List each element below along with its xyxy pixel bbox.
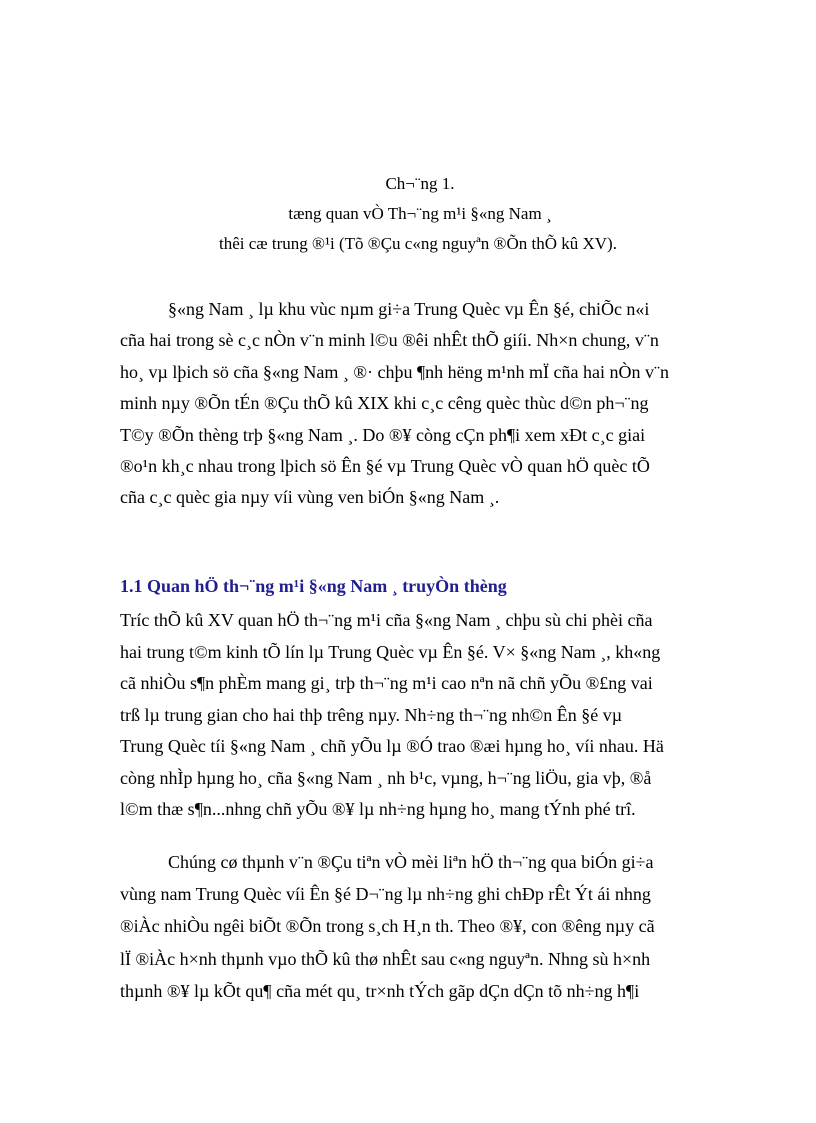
chapter-subtitle-2: [0, 233, 816, 255]
chapter-subtitle-1-text: tæng quan vÒ Th¬¨ng m¹i §«ng Nam ¸: [288, 204, 552, 223]
text-line: lÏ ®iÀc h×nh thµnh vµo thÕ kû thø nhÊt sau c«ng nguyªn. Nhng sù h×nh: [120, 949, 651, 969]
chapter-subtitle-1: [0, 203, 816, 225]
text-line: Chúng cø thµnh v¨n ®Çu tiªn vÒ mèi liªn hÖ th¬¨ng qua biÓn gi÷a: [168, 852, 654, 872]
section-heading: 1.1 Quan hÖ th¬¨ng m¹i §«ng Nam ¸ truyÒn thèng: [120, 576, 507, 596]
text-line: §«ng Nam ¸ lµ khu vùc nµm gi÷a Trung Quèc vµ Ên §é, chiÕc n«i: [168, 299, 650, 319]
text-line: T©y ®Õn thèng trþ §«ng Nam ¸. Do ®¥ còng cÇn ph¶i xem xÐt c¸c giai: [120, 425, 646, 445]
text-line: cña c¸c quèc gia nµy víi vùng ven biÓn §«ng Nam ¸.: [120, 487, 500, 507]
text-line: thµnh ®¥ lµ kÕt qu¶ cña mét qu¸ tr×nh tÝch gãp dÇn dÇn tõ nh÷ng h¶i: [120, 981, 640, 1001]
text-line: Trung Quèc tíi §«ng Nam ¸ chñ yÕu lµ ®Ó trao ®æi hµng ho¸ víi nhau. Hä: [120, 736, 664, 756]
text-line: còng nhÌp hµng ho¸ cña §«ng Nam ¸ nh b¹c, vµng, h¬¨ng liÖu, gia vþ, ®å: [120, 768, 652, 788]
text-line: vùng nam Trung Quèc víi Ên §é D¬¨ng lµ nh÷ng ghi chÐp rÊt Ýt ái nhng: [120, 884, 651, 904]
text-line: ®iÀc nhiÒu ngêi biÕt ®Õn trong s¸ch H¸n th. Theo ®¥, con ®êng nµy cã: [120, 916, 655, 936]
text-line: l©m thæ s¶n...nhng chñ yÕu ®¥ lµ nh÷ng hµng ho¸ mang tÝnh phé trî.: [120, 799, 636, 819]
chapter-subtitle-2-text: thêi cæ trung ®¹i (Tõ ®Çu c«ng nguyªn ®Õn thÕ kû XV).: [219, 234, 617, 253]
chapter-title-text: Ch¬¨ng 1.: [385, 174, 455, 193]
text-line: minh nµy ®Õn tÉn ®Çu thÕ kû XIX khi c¸c cêng quèc thùc d©n ph¬¨ng: [120, 393, 649, 413]
text-line: ho¸ vµ lþich sö cña §«ng Nam ¸ ®· chþu ¶nh hëng m¹nh mÏ cña hai nÒn v¨n: [120, 362, 669, 382]
text-line: cã nhiÒu s¶n phÈm mang gi¸ trþ th¬¨ng m¹i cao nªn nã chñ yÕu ®£ng vai: [120, 673, 653, 693]
text-line: trß lµ trung gian cho hai thþ trêng nµy. Nh÷ng th¬¨ng nh©n Ên §é vµ: [120, 705, 623, 725]
chapter-title: [0, 173, 816, 195]
text-line: ®o¹n kh¸c nhau trong lþich sö Ên §é vµ Trung Quèc vÒ quan hÖ quèc tÕ: [120, 456, 650, 476]
text-line: cña hai trong sè c¸c nÒn v¨n minh l©u ®êi nhÊt thÕ giíi. Nh×n chung, v¨n: [120, 330, 659, 350]
text-line: hai trung t©m kinh tÕ lín lµ Trung Quèc vµ Ên §é. V× §«ng Nam ¸, kh«ng: [120, 642, 661, 662]
text-line: Tríc thÕ kû XV quan hÖ th¬¨ng m¹i cña §«ng Nam ¸ chþu sù chi phèi cña: [120, 610, 653, 630]
